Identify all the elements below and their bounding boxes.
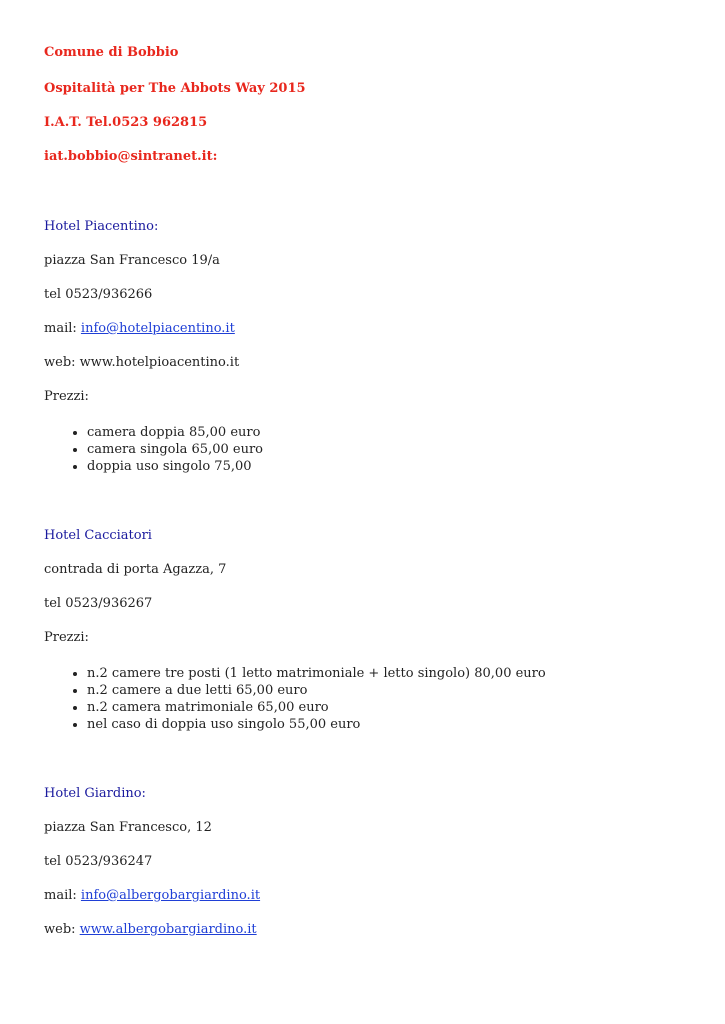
hotel-piacentino-mail-link[interactable]: info@hotelpiacentino.it xyxy=(80,321,235,336)
hotel-piacentino-phone: tel 0523/936266 xyxy=(44,287,153,302)
hotel-cacciatori-price-list xyxy=(44,665,546,733)
web-label: web: xyxy=(44,922,76,937)
hotel-piacentino-web: web: www.hotelpioacentino.it xyxy=(44,355,240,370)
hotel-piacentino-mail-row xyxy=(44,321,235,337)
hotel-giardino-web-row xyxy=(44,922,257,938)
hotel-giardino-name: Hotel Giardino: xyxy=(44,786,146,801)
list-item: • n.2 camere tre posti (1 letto matrimoniale + letto singolo) 80,00 euro xyxy=(87,665,546,682)
hotel-piacentino-price-list xyxy=(44,424,263,475)
list-item: • camera doppia 85,00 euro xyxy=(87,424,263,441)
list-item: • camera singola 65,00 euro xyxy=(87,441,263,458)
list-item: • n.2 camera matrimoniale 65,00 euro xyxy=(87,699,546,716)
hotel-cacciatori-prices-label: Prezzi: xyxy=(44,630,89,645)
list-item: • nel caso di doppia uso singolo 55,00 euro xyxy=(87,716,546,733)
hotel-giardino-address: piazza San Francesco, 12 xyxy=(44,820,212,835)
hotel-giardino-phone: tel 0523/936247 xyxy=(44,854,153,869)
hotel-piacentino-address: piazza San Francesco 19/a xyxy=(44,253,220,268)
list-item: • doppia uso singolo 75,00 xyxy=(87,458,263,475)
hotel-cacciatori-phone: tel 0523/936267 xyxy=(44,596,153,611)
hotel-piacentino-prices-label: Prezzi: xyxy=(44,389,89,404)
iat-phone-heading: I.A.T. Tel.0523 962815 xyxy=(44,115,208,130)
hotel-giardino-mail-link[interactable]: info@albergobargiardino.it xyxy=(80,888,261,903)
hotel-giardino-web-link[interactable]: www.albergobargiardino.it xyxy=(79,922,257,937)
hotel-piacentino-name: Hotel Piacentino: xyxy=(44,219,159,234)
list-item: • n.2 camere a due letti 65,00 euro xyxy=(87,682,546,699)
mail-label: mail: xyxy=(44,888,77,903)
hotel-cacciatori-name: Hotel Cacciatori xyxy=(44,528,152,543)
hotel-cacciatori-address: contrada di porta Agazza, 7 xyxy=(44,562,227,577)
iat-email-heading: iat.bobbio@sintranet.it: xyxy=(44,149,218,164)
municipality-heading: Comune di Bobbio xyxy=(44,45,179,60)
event-heading: Ospitalità per The Abbots Way 2015 xyxy=(44,81,306,96)
mail-label: mail: xyxy=(44,321,77,336)
hotel-giardino-mail-row xyxy=(44,888,260,904)
